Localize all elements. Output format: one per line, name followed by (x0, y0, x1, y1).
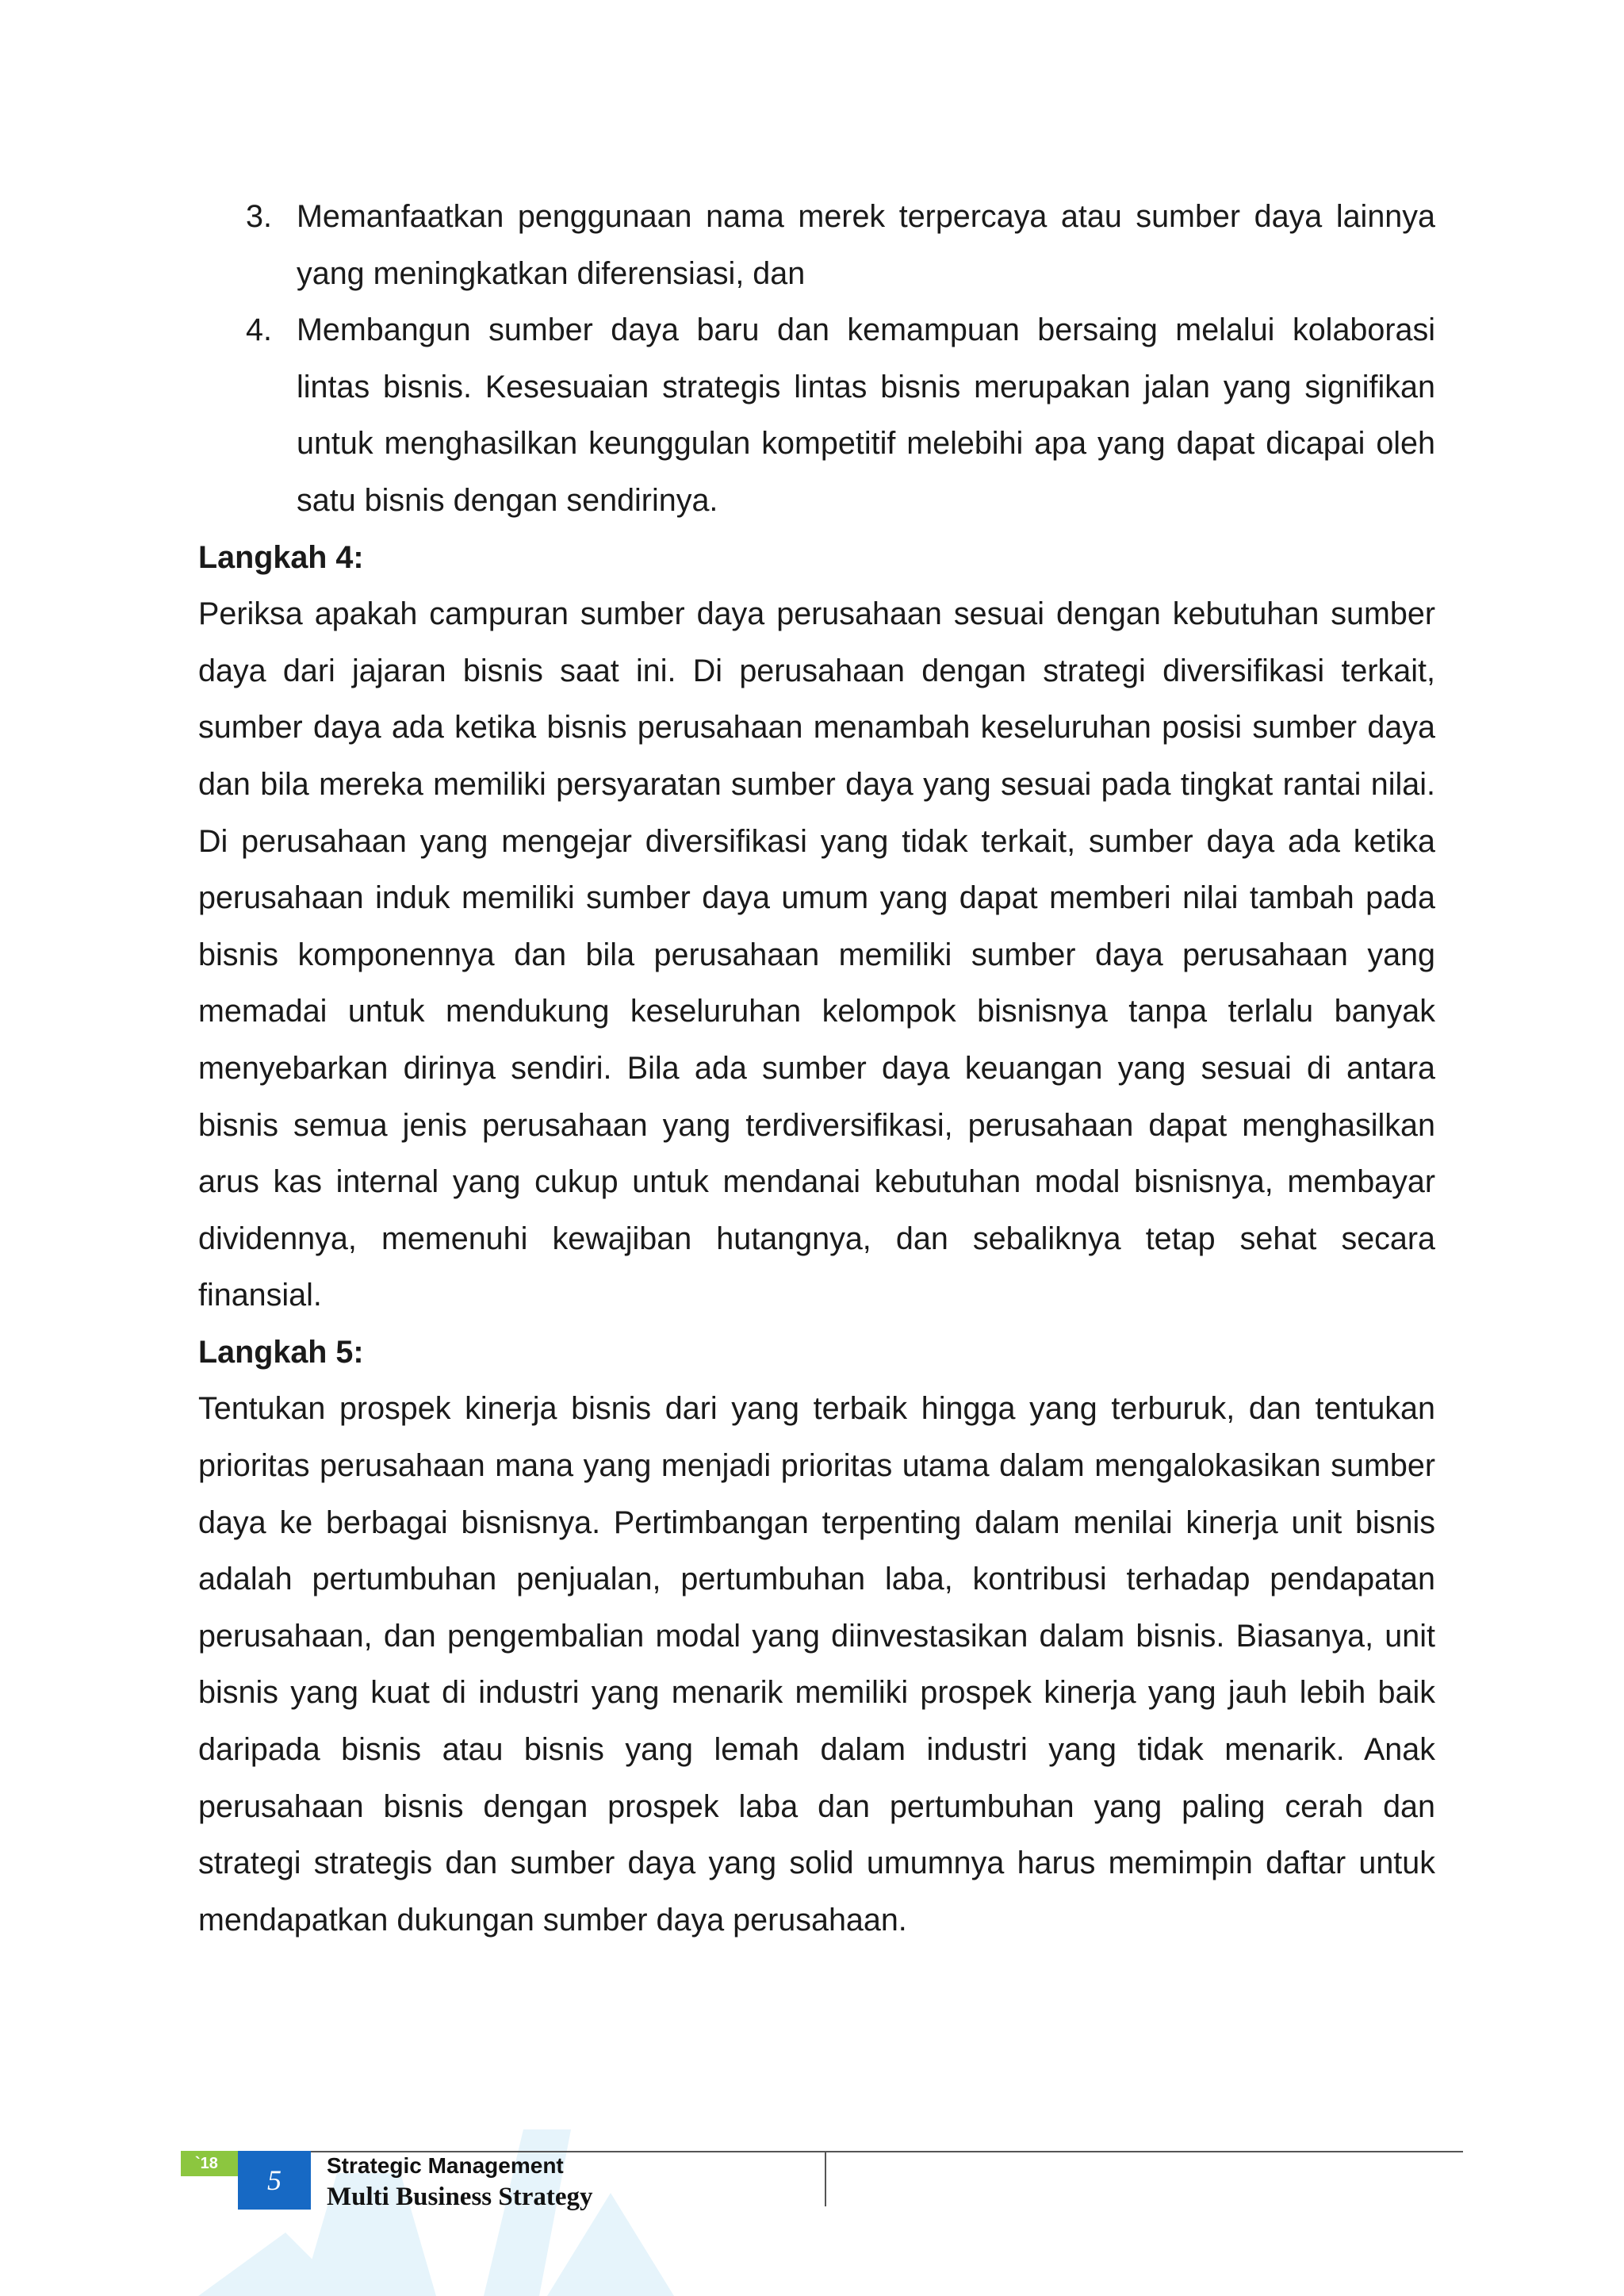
page-number: 5 (238, 2151, 311, 2210)
section-heading: Langkah 5: (198, 1334, 364, 1370)
section-langkah-5 (198, 1324, 1435, 1949)
numbered-list (198, 189, 1435, 530)
year-tag: `18 (181, 2151, 238, 2176)
footer-vertical-divider (825, 2151, 826, 2206)
list-item-text: Membangun sumber daya baru dan kemampuan bersaing melalui kolaborasi lintas bisnis. Kesesuaian strategis lintas bisnis merupakan jalan yang signifikan untuk menghasilkan keunggulan kompetitif melebihi apa yang dapat dicapai oleh satu bisnis dengan sendirinya. (297, 312, 1435, 518)
footer-title: Strategic Management (327, 2153, 564, 2178)
list-item (198, 302, 1435, 529)
section-langkah-4 (198, 530, 1435, 1324)
list-item-number: 4. (246, 312, 272, 348)
section-paragraph: Periksa apakah campuran sumber daya perusahaan sesuai dengan kebutuhan sumber daya dari jajaran bisnis saat ini. Di perusahaan dengan strategi diversifikasi terkait, sumber daya ada ketika bisnis perusahaan menambah keseluruhan posisi sumber daya dan bila mereka memiliki persyaratan sumber daya yang sesuai pada tingkat rantai nilai. Di perusahaan yang mengejar diversifikasi yang tidak terkait, sumber daya ada ketika perusahaan induk memiliki sumber daya umum yang dapat memberi nilai tambah pada bisnis komponennya dan bila perusahaan memiliki sumber daya perusahaan yang memadai untuk mendukung keseluruhan kelompok bisnisnya tanpa terlalu banyak menyebarkan dirinya sendiri. Bila ada sumber daya keuangan yang sesuai di antara bisnis semua jenis perusahaan yang terdiversifikasi, perusahaan dapat menghasilkan arus kas internal yang cukup untuk mendanai kebutuhan modal bisnisnya, membayar dividennya, memenuhi kewajiban hutangnya, dan sebaliknya tetap sehat secara finansial. (198, 596, 1435, 1313)
footer-subtitle: Multi Business Strategy (327, 2183, 593, 2211)
list-item-text: Memanfaatkan penggunaan nama merek terpercaya atau sumber daya lainnya yang meningkatkan diferensiasi, dan (297, 199, 1435, 291)
page-content (198, 189, 1435, 1949)
section-heading: Langkah 4: (198, 539, 364, 575)
list-item-number: 3. (246, 199, 272, 234)
section-paragraph: Tentukan prospek kinerja bisnis dari yang terbaik hingga yang terburuk, dan tentukan prioritas perusahaan mana yang menjadi prioritas utama dalam mengalokasikan sumber daya ke berbagai bisnisnya. Pertimbangan terpenting dalam menilai kinerja unit bisnis adalah pertumbuhan penjualan, pertumbuhan laba, kontribusi terhadap pendapatan perusahaan, dan pengembalian modal yang diinvestasikan dalam bisnis. Biasanya, unit bisnis yang kuat di industri yang menarik memiliki prospek kinerja yang jauh lebih baik daripada bisnis atau bisnis yang lemah dalam industri yang tidak menarik. Anak perusahaan bisnis dengan prospek laba dan pertumbuhan yang paling cerah dan strategi strategis dan sumber daya yang solid umumnya harus memimpin daftar untuk mendapatkan dukungan sumber daya perusahaan. (198, 1391, 1435, 1938)
list-item (198, 189, 1435, 302)
